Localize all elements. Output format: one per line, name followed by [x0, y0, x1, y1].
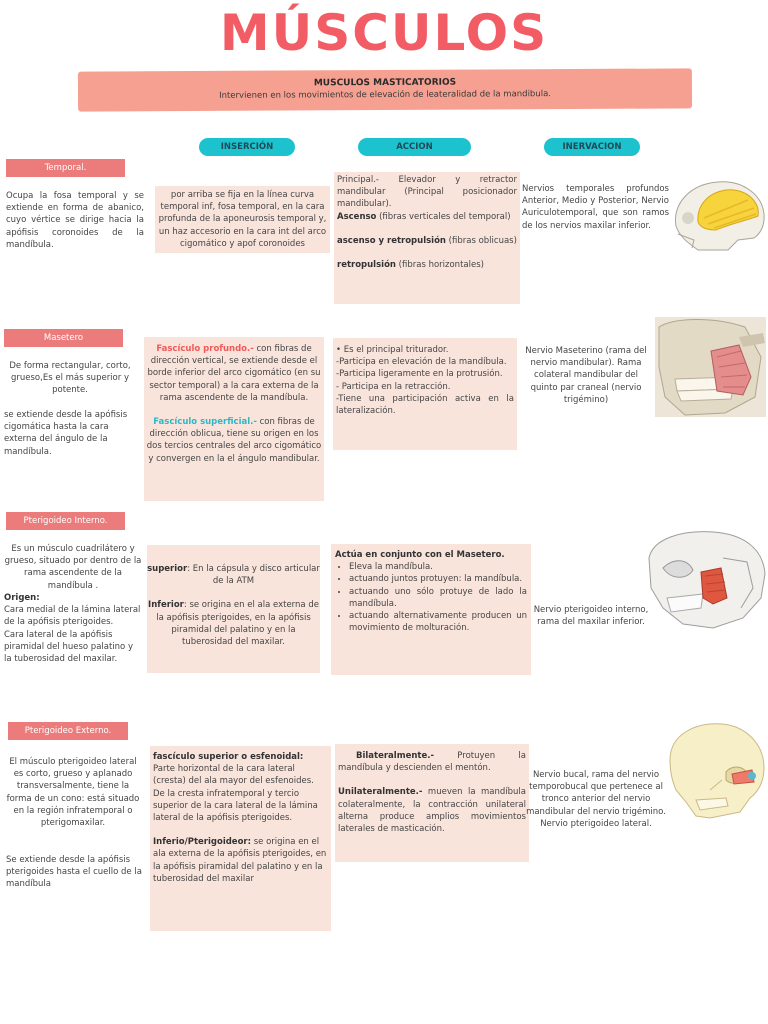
masetero-accion-item: -Participa ligeramente en la protrusión. [336, 369, 503, 380]
pterigoideo-interno-accion-item: • actuando alternativamente producen un movimiento de molturación. [349, 610, 527, 634]
pterigoideo-interno-origen-label: Origen: [4, 593, 40, 603]
temporal-accion-3-label: ascenso y retropulsión [337, 235, 446, 246]
temporal-inervacion: Nervios temporales profundos Anterior, Medio y Posterior, Nervio Auriculotemporal, que son ramos de los nervios maxilar inferior. [522, 184, 669, 231]
column-accion: ACCION [358, 138, 471, 156]
pterigoideo-externo-ins-2-label: Inferio/Pterigoideor: [153, 837, 252, 848]
pterigoideo-externo-ins-2-text: se origina en el ala externa de la apófisis pterigoides, en la apófisis piramidal del palatino y en la tuberosidad del maxilar [153, 837, 327, 884]
pterigoideo-interno-insercion [147, 545, 320, 673]
muscle-label-pterigoideo-interno: Pterigoideo Interno. [6, 512, 125, 530]
masetero-accion-item: -Participa en elevación de la mandíbula. [336, 357, 507, 368]
header-banner [78, 68, 692, 111]
masetero-ins-2-label: Fascículo superficial.- [153, 417, 257, 428]
muscle-label-pterigoideo-externo: Pterigoideo Externo. [8, 722, 128, 740]
temporal-accion-1-text: Elevador y retractor mandibular (Principal posicionador mandibular). [337, 175, 517, 210]
temporal-insercion: por arriba se fija en la línea curva temporal inf, fosa temporal, en la cara profunda de la aponeurosis temporal y, un haz accesorio en la cara int del arco cigomático y apof coronoides [155, 186, 330, 253]
pterigoideo-interno-ins-1-text: : En la cápsula y disco articular de la ATM [187, 564, 320, 587]
pterigoideo-interno-accion [331, 544, 531, 675]
pterigoideo-externo-accion [335, 744, 529, 862]
pterigoideo-interno-skull-illustration [643, 528, 768, 630]
masetero-ins-1-label: Fascículo profundo.- [156, 344, 254, 354]
pterigoideo-externo-ins-1-text: Parte horizontal de la cara lateral (cresta) del ala mayor del esfenoides. De la cresta infratemporal y tercio superior de la cara lateral de la lámina lateral de la apófisis pterigoides. [153, 764, 318, 824]
masetero-ins-1-text: con fibras de dirección vertical, se extiende desde el borde inferior del arco cigomático (en su sector temporal) a la cara externa de la rama ascendente de la mandíbula. [147, 344, 321, 403]
pterigoideo-interno-description: Es un músculo cuadrilátero y grueso, situado por dentro de la rama ascendente de la mandíbula . [4, 544, 142, 591]
masetero-accion-item: -Tiene una participación activa en la lateralización. [336, 393, 514, 417]
banner-subtitle: Intervienen en los movimientos de elevación de leateralidad de la mandibula. [219, 89, 552, 101]
pterigoideo-externo-ins-1-label: fascículo superior o esfenoidal: [153, 752, 304, 762]
temporal-accion-4-text: (fibras horizontales) [395, 260, 484, 271]
masetero-accion-item: - Participa en la retracción. [336, 381, 451, 392]
pterigoideo-interno-accion-heading: Actúa en conjunto con el Masetero. [335, 550, 505, 560]
temporal-accion [334, 172, 520, 304]
muscle-label-masetero: Masetero [4, 329, 123, 347]
pterigoideo-externo-acc-1-text: Protuyen la mandíbula y descienden el mentón. [338, 751, 526, 774]
pterigoideo-interno-origen-1: Cara medial de la lámina lateral de la apófisis pterigoides. [4, 605, 141, 628]
banner-heading: MUSCULOS MASTICATORIOS [313, 77, 457, 89]
pterigoideo-externo-description-2: Se extiende desde la apófisis pterigoides hasta el cuello de la mandíbula [6, 855, 142, 890]
column-inervacion: INERVACION [544, 138, 640, 156]
temporal-accion-4-label: retropulsión [337, 260, 396, 271]
masetero-accion [333, 338, 517, 450]
pterigoideo-interno-ins-2-text: : se origina en el ala externa de la apófisis pterigoides, en la apófisis piramidal del palatino y en la tuberosidad del maxilar. [156, 600, 319, 648]
pterigoideo-externo-acc-1-label: Bilateralmente.- [356, 751, 434, 761]
pterigoideo-interno-accion-item: • Eleva la mandíbula. [349, 561, 527, 573]
masetero-insercion [144, 337, 324, 501]
masetero-skull-illustration [655, 317, 766, 417]
column-insercion: INSERCIÓN [199, 138, 295, 156]
pterigoideo-interno-ins-2-label: Inferior [148, 600, 184, 611]
masetero-accion-item: • Es el principal triturador. [336, 345, 449, 355]
pterigoideo-externo-inervacion: Nervio bucal, rama del nervio temporobucal que pertenece al tronco anterior del nervio mandibular del nervio trigémino. Nervio pterigoideo lateral. [526, 770, 666, 829]
pterigoideo-externo-description-1: El músculo pterigoideo lateral es corto, grueso y aplanado transversalmente, tiene la forma de un cono: está situado en la región infratemporal o pterigomaxilar. [6, 757, 140, 829]
pterigoideo-interno-origen-2: Cara lateral de la apófisis piramidal del hueso palatino y la tuberosidad del maxilar. [4, 629, 133, 665]
masetero-description-2: se extiende desde la apófisis cigomática hasta la cara externa del ángulo de la mandíbula. [4, 410, 128, 457]
temporal-skull-illustration [668, 178, 766, 252]
temporal-description: Ocupa la fosa temporal y se extiende en forma de abanico, cuyo vértice se dirige hacia la apófisis coronoides de la mandíbula. [6, 191, 144, 250]
temporal-accion-3-text: (fibras oblicuas) [445, 235, 517, 246]
page-title: MÚSCULOS [219, 4, 549, 62]
masetero-description-1: De forma rectangular, corto, grueso,Es el más superior y potente. [9, 361, 131, 396]
pterigoideo-externo-acc-2-text: mueven la mandíbula colateralmente, la contracción unilateral alterna produce amplios movimientos laterales de masticación. [338, 787, 526, 835]
muscle-label-temporal: Temporal. [6, 159, 125, 177]
masetero-inervacion: Nervio Maseterino (rama del nervio mandibular). Rama colateral mandibular del quinto par craneal (nervio trigémino) [525, 346, 647, 405]
temporal-accion-2-text: (fibras verticales del temporal) [376, 211, 511, 222]
pterigoideo-interno-accion-item: • actuando uno sólo protuye de lado la mandíbula. [349, 586, 527, 610]
temporal-accion-1-label: Principal.- [337, 175, 379, 185]
pterigoideo-externo-acc-2-label: Unilateralmente.- [338, 787, 423, 798]
pterigoideo-interno-origen [4, 592, 142, 665]
pterigoideo-interno-accion-item: • actuando juntos protuyen: la mandíbula. [349, 573, 527, 585]
masetero-ins-2-text: con fibras de dirección oblicua, tiene su origen en los dos tercios centrales del arco cigomático y convergen en la el ángulo mandibular. [146, 417, 322, 464]
temporal-accion-2-label: Ascenso [337, 211, 377, 222]
pterigoideo-interno-ins-1-label: superior [147, 564, 188, 574]
pterigoideo-externo-insercion [150, 746, 331, 931]
pterigoideo-interno-inervacion: Nervio pterigoideo interno, rama del maxilar inferior. [533, 605, 649, 628]
pterigoideo-externo-skull-illustration [666, 720, 766, 822]
